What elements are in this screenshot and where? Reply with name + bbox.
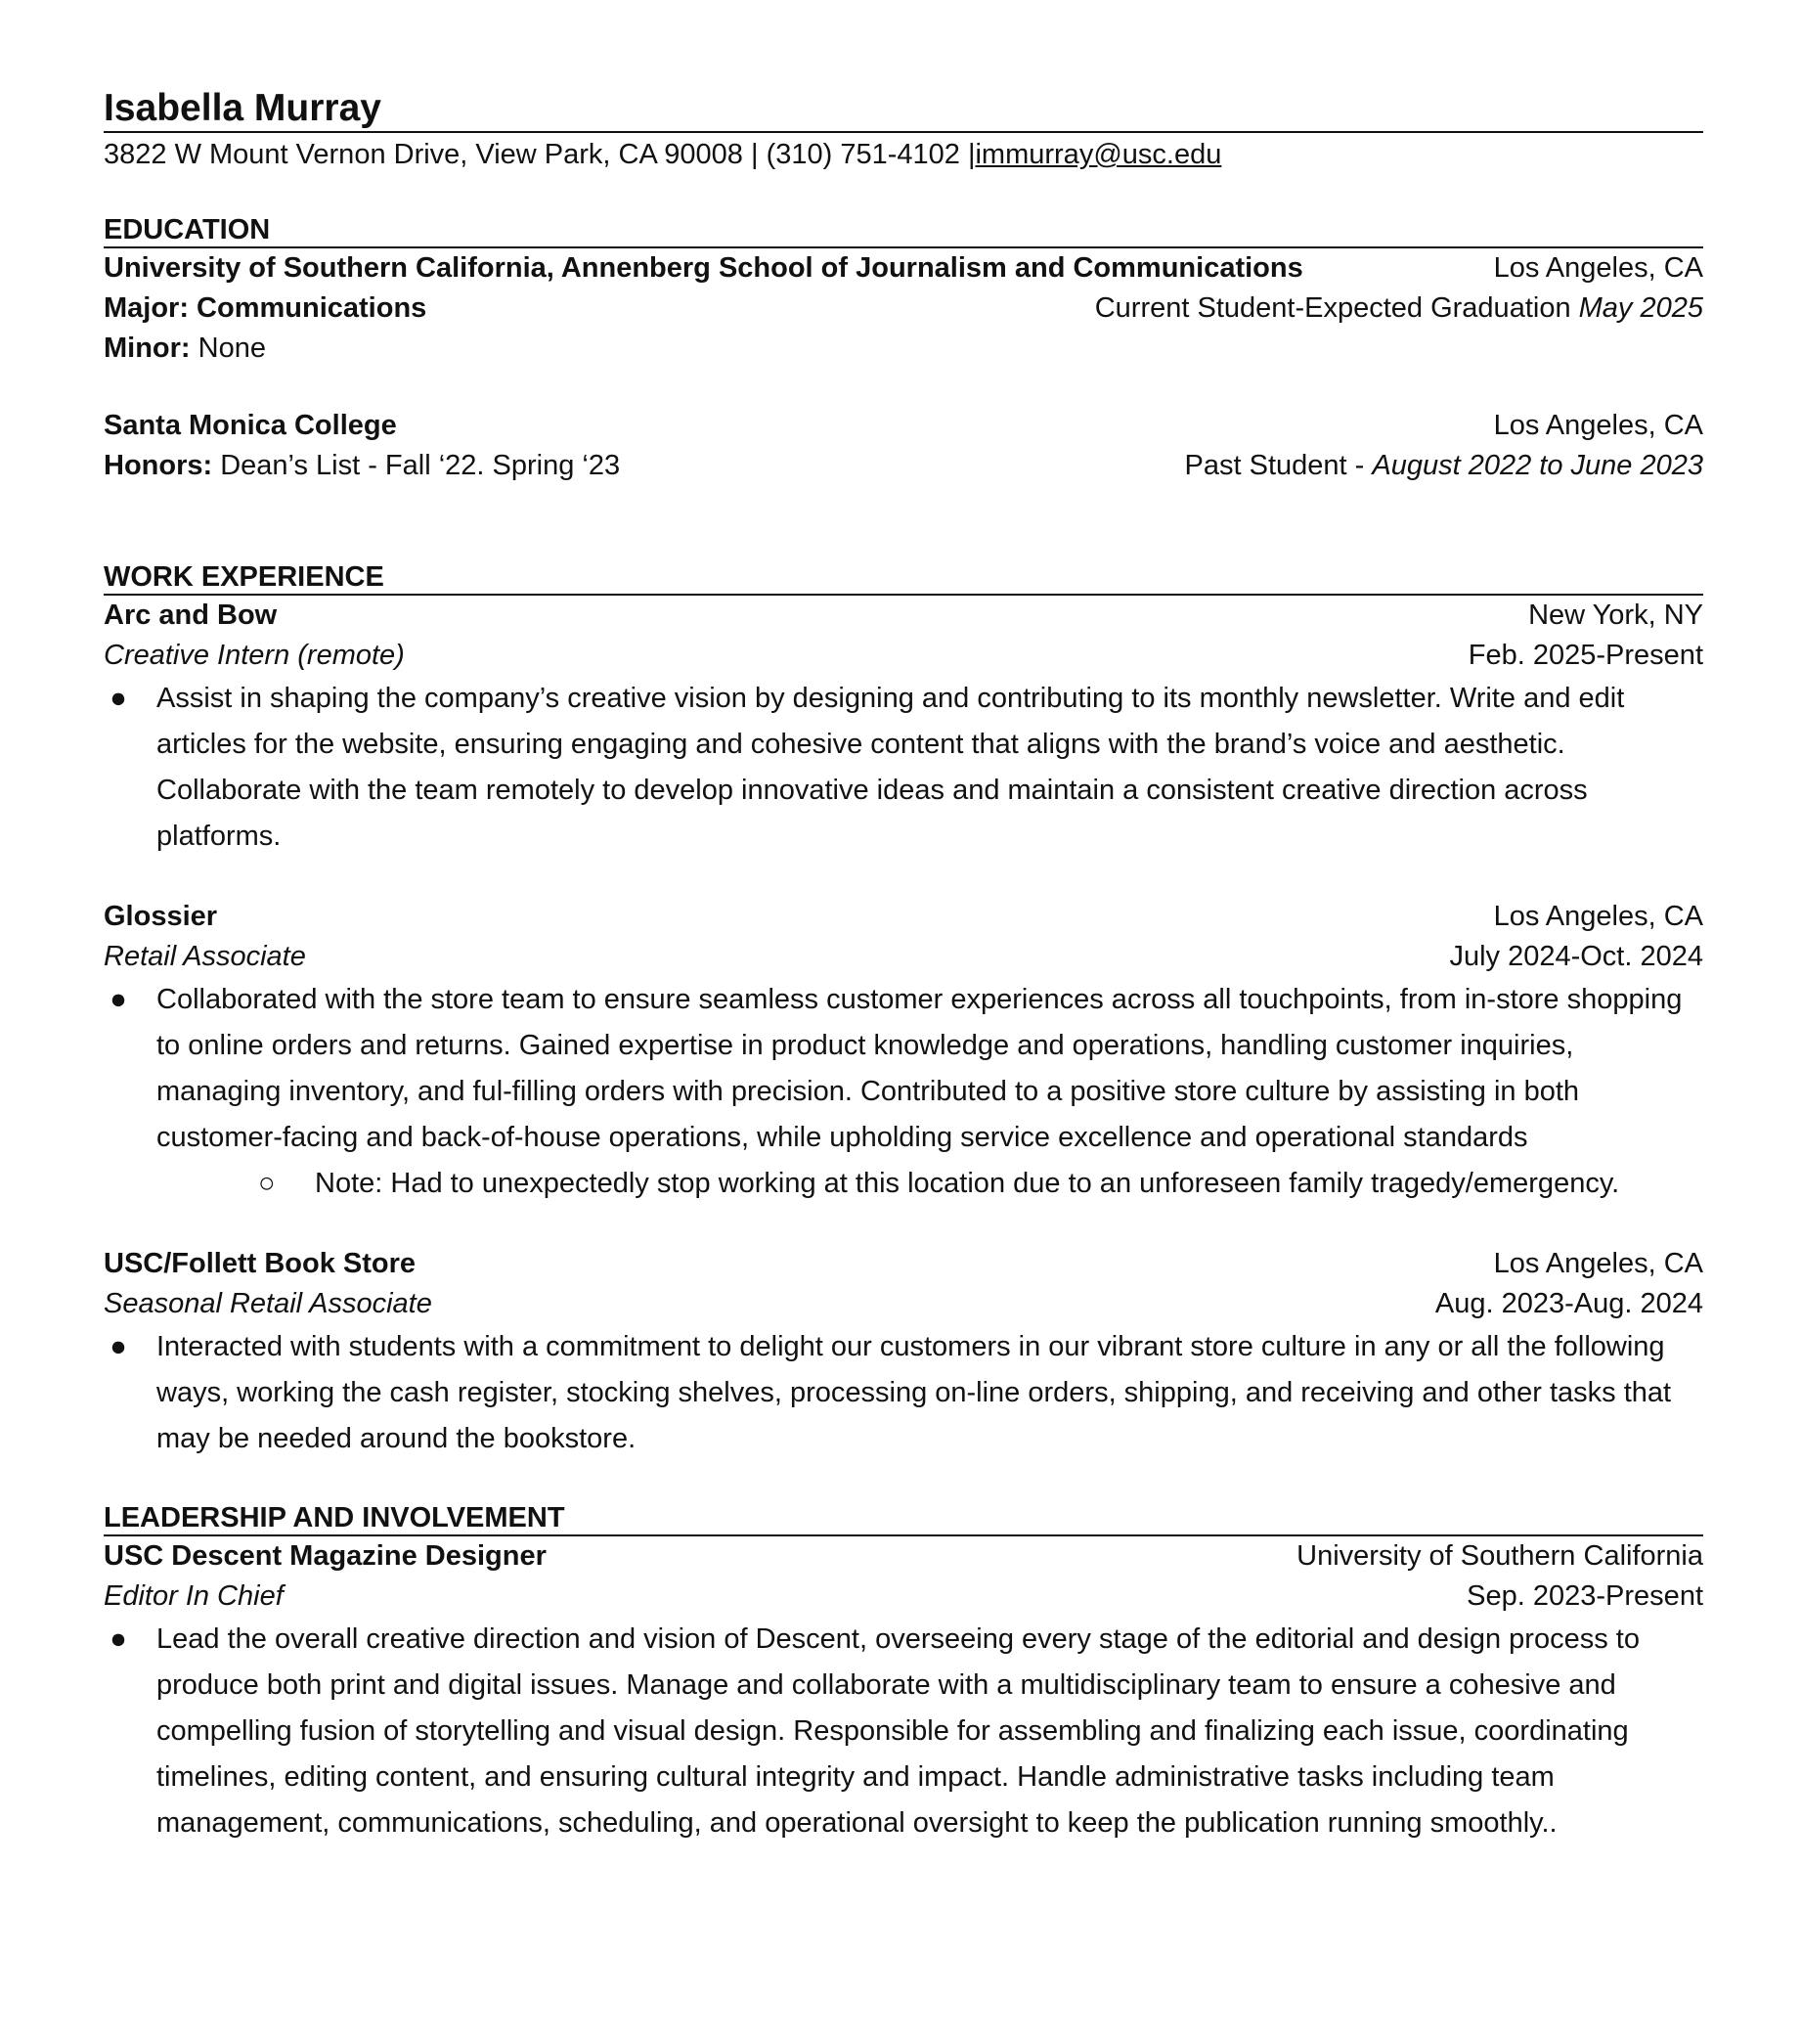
job-location: New York, NY bbox=[1528, 600, 1703, 631]
usc-minor-row bbox=[104, 329, 1703, 369]
job-location: Los Angeles, CA bbox=[1493, 901, 1703, 932]
bullet-text: Lead the overall creative direction and vision of Descent, overseeing every stage of the editorial and design process to produce both print and digital issues. Manage and collaborate with a multidisciplinary team to ensure a cohesive and compelling fusion of storytelling and visual design. Responsible for assembling and finalizing each issue, coordinating timelines, editing content, and ensuring cultural integrity and impact. Handle administrative tasks including team management, communications, scheduling, and operational oversight to keep the publication running smoothly.. bbox=[156, 1623, 1640, 1839]
job-title: Seasonal Retail Associate bbox=[104, 1288, 432, 1319]
contact-line bbox=[104, 135, 1703, 174]
job-bullet bbox=[104, 977, 1703, 1161]
candidate-name: Isabella Murray bbox=[104, 86, 1703, 133]
school-status bbox=[1095, 289, 1703, 329]
education-heading: EDUCATION bbox=[104, 213, 1703, 248]
job-note bbox=[104, 1161, 1703, 1207]
resume-page bbox=[104, 86, 1703, 1846]
school-name: Santa Monica College bbox=[104, 410, 397, 441]
email-link[interactable]: immurray@usc.edu bbox=[975, 139, 1222, 170]
bullet-text: Interacted with students with a commitment to delight our customers in our vibrant store culture in any or all the following ways, working the cash register, stocking shelves, processing on-line orders, shipping, and receiving and other tasks that may be needed around the bookstore. bbox=[156, 1331, 1672, 1454]
company-name: Glossier bbox=[104, 901, 218, 932]
status-date: May 2025 bbox=[1578, 292, 1703, 324]
major-label: Major: Communications bbox=[104, 292, 427, 324]
role-header bbox=[104, 1536, 1703, 1577]
honors-label: Honors: bbox=[104, 450, 213, 481]
minor-value: None bbox=[190, 333, 266, 364]
job-dates: Feb. 2025-Present bbox=[1468, 640, 1703, 671]
bullet-text: Assist in shaping the company’s creative vision by designing and contributing to its monthly newsletter. Write and edit articles for the website, ensuring engaging and cohesive content that aligns with the brand’s voice and aesthetic. Collaborate with the team remotely to develop innovative ideas and maintain a consistent creative direction across platforms. bbox=[156, 683, 1625, 852]
status-text: Past Student - bbox=[1184, 450, 1373, 481]
org-name: USC Descent Magazine Designer bbox=[104, 1540, 547, 1572]
minor-line bbox=[104, 329, 266, 369]
role-title-row bbox=[104, 1577, 1703, 1617]
role-dates: Sep. 2023-Present bbox=[1467, 1580, 1703, 1612]
job-dates: July 2024-Oct. 2024 bbox=[1449, 941, 1703, 972]
job-dates: Aug. 2023-Aug. 2024 bbox=[1434, 1288, 1703, 1319]
job-title: Retail Associate bbox=[104, 941, 306, 972]
smc-row bbox=[104, 406, 1703, 446]
job-location: Los Angeles, CA bbox=[1493, 1248, 1703, 1279]
note-text: Note: Had to unexpectedly stop working at this location due to an unforeseen family tragedy/emergency. bbox=[315, 1168, 1620, 1199]
company-name: USC/Follett Book Store bbox=[104, 1248, 417, 1279]
school-name: University of Southern California, Annenberg School of Journalism and Communications bbox=[104, 252, 1303, 284]
job-bullet bbox=[104, 676, 1703, 860]
bullet-icon: ● bbox=[110, 984, 127, 1015]
bullet-text: Collaborated with the store team to ensure seamless customer experiences across all touchpoints, from in-store shopping to online orders and returns. Gained expertise in product knowledge and operations, handling customer inquiries, managing inventory, and ful-filling orders with precision. Contributed to a positive store culture by assisting in both customer-facing and back-of-house operations, while upholding service excellence and operational standards bbox=[156, 984, 1683, 1153]
bullet-icon: ● bbox=[110, 1623, 127, 1655]
status-date: August 2022 to June 2023 bbox=[1372, 450, 1703, 481]
work-heading: WORK EXPERIENCE bbox=[104, 560, 1703, 596]
smc-honors-row bbox=[104, 446, 1703, 486]
role-bullet bbox=[104, 1617, 1703, 1846]
job-bullet bbox=[104, 1324, 1703, 1462]
role-title: Editor In Chief bbox=[104, 1580, 284, 1612]
usc-major-row bbox=[104, 289, 1703, 329]
school-location: Los Angeles, CA bbox=[1493, 252, 1703, 284]
school-status bbox=[1185, 446, 1703, 486]
status-text: Current Student-Expected Graduation bbox=[1094, 292, 1579, 324]
school-location: Los Angeles, CA bbox=[1493, 410, 1703, 441]
job-title-row bbox=[104, 937, 1703, 977]
role-location: University of Southern California bbox=[1296, 1540, 1703, 1572]
job-title-row bbox=[104, 1284, 1703, 1324]
job-header bbox=[104, 596, 1703, 636]
leadership-heading: LEADERSHIP AND INVOLVEMENT bbox=[104, 1501, 1703, 1536]
job-title: Creative Intern (remote) bbox=[104, 640, 405, 671]
contact-details: 3822 W Mount Vernon Drive, View Park, CA 90008 | (310) 751-4102 | bbox=[104, 139, 976, 170]
job-header bbox=[104, 1244, 1703, 1284]
bullet-icon: ● bbox=[110, 1331, 127, 1362]
company-name: Arc and Bow bbox=[104, 600, 278, 631]
minor-label: Minor: bbox=[104, 333, 191, 364]
honors-value: Dean’s List - Fall ‘22. Spring ‘23 bbox=[212, 450, 621, 481]
hollow-bullet-icon: ○ bbox=[258, 1168, 276, 1199]
bullet-icon: ● bbox=[110, 683, 127, 714]
honors-line bbox=[104, 446, 620, 486]
job-title-row bbox=[104, 636, 1703, 676]
usc-row bbox=[104, 248, 1703, 289]
job-header bbox=[104, 897, 1703, 937]
